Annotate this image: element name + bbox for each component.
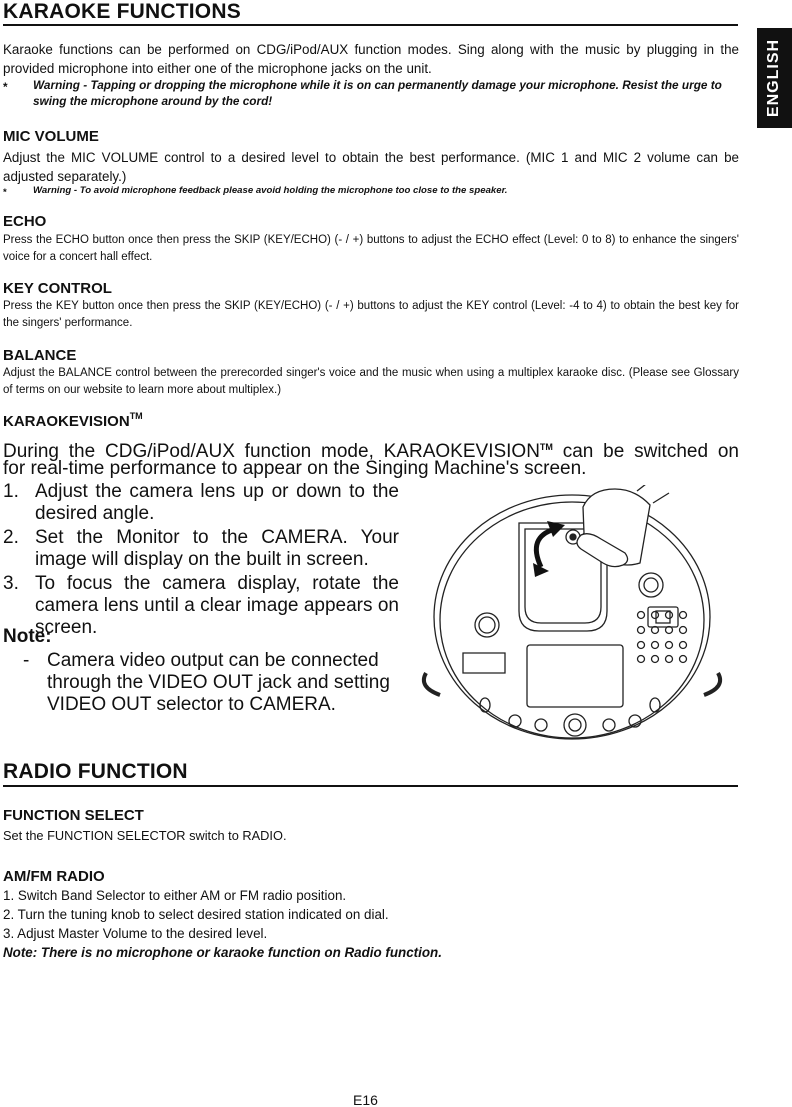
radio-title-rule xyxy=(3,785,738,787)
karaokevision-heading-text: KARAOKEVISION xyxy=(3,413,130,430)
list-item xyxy=(3,573,399,639)
mic-volume-heading: MIC VOLUME xyxy=(3,128,99,145)
language-tab xyxy=(757,28,792,128)
button-grid xyxy=(638,612,687,663)
karaokevision-note xyxy=(23,650,399,716)
bottom-jack xyxy=(535,719,547,731)
built-in-screen xyxy=(527,645,623,707)
karaoke-warning xyxy=(3,77,739,109)
mic-volume-warning xyxy=(3,183,739,199)
right-knob-inner xyxy=(644,578,658,592)
trademark-mark: TM xyxy=(129,411,143,421)
list-item: 2. Turn the tuning knob to select desired station indicated on dial. xyxy=(3,907,389,922)
left-tray xyxy=(463,653,505,673)
note-dash: - xyxy=(23,650,30,671)
step-number: 3. xyxy=(3,573,19,594)
karaokevision-intro-b: can be switched on xyxy=(552,441,739,462)
camera-lens-center xyxy=(570,534,576,540)
step-number: 1. xyxy=(3,481,19,502)
step-text: Set the Monitor to the CAMERA. Your image will display on the built in screen. xyxy=(35,527,399,570)
karaoke-title-rule xyxy=(3,24,738,26)
language-tab-label: ENGLISH xyxy=(765,38,783,118)
karaoke-section-title: KARAOKE FUNCTIONS xyxy=(3,0,241,23)
key-control-heading: KEY CONTROL xyxy=(3,280,112,297)
bottom-main-knob xyxy=(564,714,586,736)
warning-star-icon: * xyxy=(3,80,8,94)
balance-heading: BALANCE xyxy=(3,347,77,364)
list-item: 3. Adjust Master Volume to the desired level. xyxy=(3,926,268,941)
echo-heading: ECHO xyxy=(3,213,47,230)
hand-illustration xyxy=(577,485,669,567)
function-select-heading: FUNCTION SELECT xyxy=(3,807,144,824)
function-select-text: Set the FUNCTION SELECTOR switch to RADIO. xyxy=(3,828,287,843)
page-number: E16 xyxy=(353,1092,378,1107)
echo-text: Press the ECHO button once then press the SKIP (KEY/ECHO) (- / +) buttons to adjust the ECHO effect (Level: 0 to 8) to enhance the singers' voice for a concert hall effect. xyxy=(3,234,739,263)
mic-volume-text: Adjust the MIC VOLUME control to a desired level to obtain the best performance. (MIC 1 and MIC 2 volume can be adjusted separately.) xyxy=(3,150,739,184)
left-round-control-inner xyxy=(479,617,495,633)
karaokevision-heading xyxy=(3,411,143,430)
device-body-outline xyxy=(434,495,710,739)
bottom-jack xyxy=(603,719,615,731)
step-text: To focus the camera display, rotate the camera lens until a clear image appears on screen. xyxy=(35,573,399,638)
warning-star-icon: * xyxy=(3,187,7,198)
step-number: 2. xyxy=(3,527,19,548)
radio-note: Note: There is no microphone or karaoke function on Radio function. xyxy=(3,945,442,960)
karaokevision-steps xyxy=(3,481,399,641)
bottom-jack xyxy=(509,715,521,727)
balance-text: Adjust the BALANCE control between the prerecorded singer's voice and the music when using a multiplex karaoke disc. (Please see Glossary of terms on our website to learn more about multiplex.) xyxy=(3,367,739,396)
karaokevision-intro-line2: for real-time performance to appear on the Singing Machine's screen. xyxy=(3,458,587,479)
side-oval-left xyxy=(480,698,490,712)
right-knob xyxy=(639,573,663,597)
karaoke-warning-text: Warning - Tapping or dropping the microphone while it is on can permanently damage your microphone. Resist the urge to swing the microphone around by the cord! xyxy=(33,78,722,108)
key-control-text: Press the KEY button once then press the SKIP (KEY/ECHO) (- / +) buttons to adjust the KEY control (Level: -4 to 4) to obtain the best key for the singers' performance. xyxy=(3,300,739,329)
step-text: Adjust the camera lens up or down to the desired angle. xyxy=(35,481,399,524)
list-item xyxy=(3,481,399,525)
list-item: 1. Switch Band Selector to either AM or FM radio position. xyxy=(3,888,347,903)
right-handle xyxy=(704,673,720,695)
side-oval-right xyxy=(650,698,660,712)
bottom-main-knob-inner xyxy=(569,719,581,731)
am-fm-heading: AM/FM RADIO xyxy=(3,868,105,885)
list-item xyxy=(3,527,399,571)
karaokevision-note-title: Note: xyxy=(3,626,52,647)
trademark-mark: TM xyxy=(539,442,553,452)
karaoke-intro: Karaoke functions can be performed on CDG/iPod/AUX function modes. Sing along with the music by plugging in the provided microphone into either one of the microphone jacks on the unit. xyxy=(3,42,739,76)
am-fm-steps xyxy=(3,886,739,962)
karaokevision-note-text: Camera video output can be connected through the VIDEO OUT jack and setting VIDEO OUT selector to CAMERA. xyxy=(47,650,390,715)
mic-volume-warning-text: Warning - To avoid microphone feedback please avoid holding the microphone too close to the speaker. xyxy=(33,185,508,196)
karaokevision-intro-a: During the CDG/iPod/AUX function mode, KARAOKEVISION xyxy=(3,441,540,462)
radio-section-title: RADIO FUNCTION xyxy=(3,760,188,783)
karaoke-machine-illustration xyxy=(415,485,730,765)
left-handle xyxy=(424,673,440,695)
